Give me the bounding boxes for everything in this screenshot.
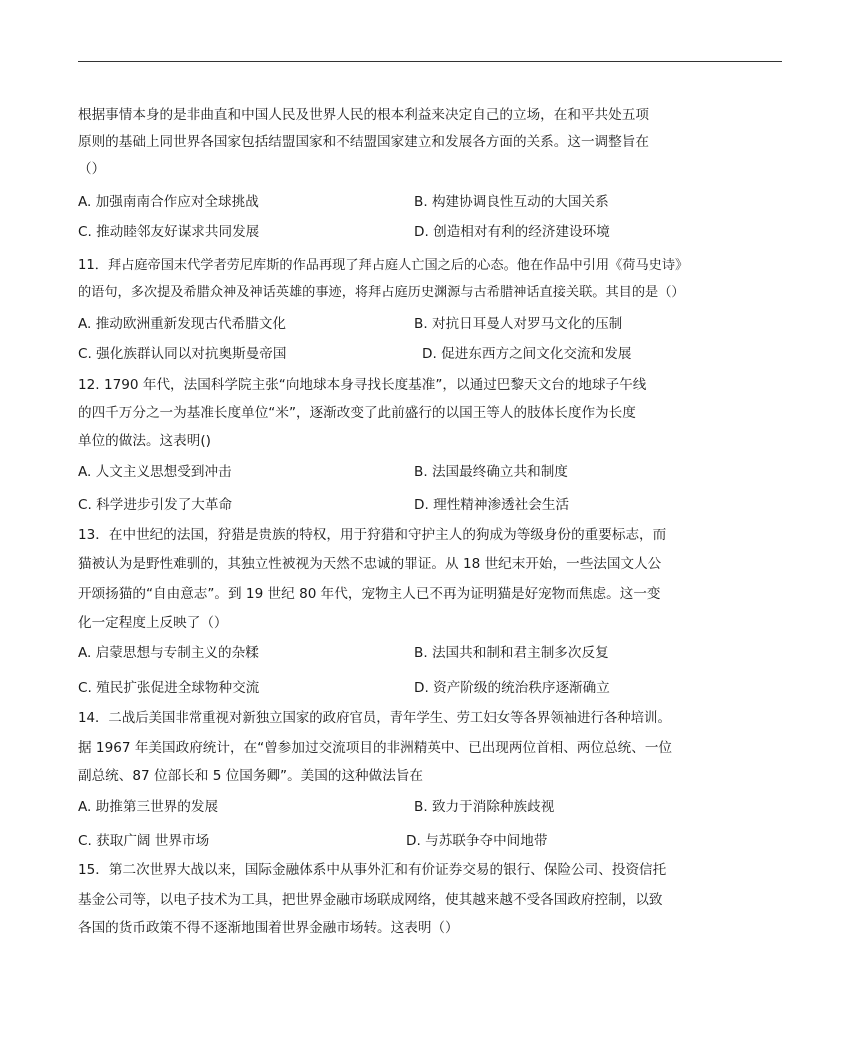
q14-stem-line-2: 据 1967 年美国政府统计，在“曾参加过交流项目的非洲精英中、已出现两位首相、两位总统、一位 bbox=[78, 740, 673, 756]
header-rule bbox=[78, 61, 782, 62]
q11-stem-line-2: 的语句，多次提及希腊众神及神话英雄的事迹，将拜占庭历史渊源与古希腊神话直接关联。其目的是（） bbox=[78, 285, 685, 300]
q12-option-c: C. 科学进步引发了大革命 bbox=[78, 497, 233, 513]
q14-stem-line-1: 14．二战后美国非常重视对新独立国家的政府官员，青年学生、劳工妇女等各界领袖进行各种培训。 bbox=[78, 711, 671, 726]
q13-stem-line-4: 化一定程度上反映了（） bbox=[78, 615, 228, 631]
q15-stem-line-2: 基金公司等，以电子技术为工具，把世界金融市场联成网络，使其越来越不受各国政府控制，以致 bbox=[78, 892, 663, 908]
q15-stem-line-3: 各国的货币政策不得不逐渐地围着世界金融市场转。这表明（） bbox=[78, 920, 459, 936]
q12-option-d: D. 理性精神渗透社会生活 bbox=[414, 497, 570, 513]
q10-stem-line-1: 根据事情本身的是非曲直和中国人民及世界人民的根本利益来决定自己的立场，在和平共处五项 bbox=[78, 107, 649, 123]
q14-option-d: D. 与苏联争夺中间地带 bbox=[406, 833, 548, 849]
q10-stem-line-3: （） bbox=[78, 161, 106, 177]
q11-option-b: B. 对抗日耳曼人对罗马文化的压制 bbox=[414, 316, 623, 332]
q14-option-c: C. 获取广阔 世界市场 bbox=[78, 833, 210, 849]
q13-option-d: D. 资产阶级的统治秩序逐渐确立 bbox=[414, 680, 610, 696]
q10-option-d: D. 创造相对有利的经济建设环境 bbox=[414, 224, 610, 240]
q13-option-a: A. 启蒙思想与专制主义的杂糅 bbox=[78, 645, 259, 661]
q10-option-a: A. 加强南南合作应对全球挑战 bbox=[78, 194, 259, 210]
q13-option-b: B. 法国共和制和君主制多次反复 bbox=[414, 645, 609, 661]
q12-stem-line-1: 12. 1790 年代，法国科学院主张“向地球本身寻找长度基准”，以通过巴黎天文台的地球子午线 bbox=[78, 377, 647, 393]
q15-stem-line-1: 15．第二次世界大战以来，国际金融体系中从事外汇和有价证券交易的银行、保险公司、投资信托 bbox=[78, 862, 667, 878]
q10-option-c: C. 推动睦邻友好谋求共同发展 bbox=[78, 224, 260, 240]
q14-stem-line-3: 副总统、87 位部长和 5 位国务卿”。美国的这种做法旨在 bbox=[78, 768, 424, 784]
q11-stem-line-1: 11．拜占庭帝国末代学者劳尼库斯的作品再现了拜占庭人亡国之后的心态。他在作品中引用《荷马史诗》 bbox=[78, 258, 689, 273]
q11-option-d: D. 促进东西方之间文化交流和发展 bbox=[422, 346, 632, 362]
q10-stem-line-2: 原则的基础上同世界各国家包括结盟国家和不结盟国家建立和发展各方面的关系。这一调整旨在 bbox=[78, 134, 649, 150]
q13-option-c: C. 殖民扩张促进全球物种交流 bbox=[78, 680, 260, 696]
q13-stem-line-1: 13．在中世纪的法国，狩猎是贵族的特权，用于狩猎和守护主人的狗成为等级身份的重要标志，而 bbox=[78, 527, 667, 543]
q11-option-a: A. 推动欧洲重新发现古代希腊文化 bbox=[78, 316, 287, 332]
q10-option-b: B. 构建协调良性互动的大国关系 bbox=[414, 194, 609, 210]
q11-option-c: C. 强化族群认同以对抗奥斯曼帝国 bbox=[78, 346, 287, 362]
q12-stem-line-3: 单位的做法。这表明() bbox=[78, 433, 211, 449]
q13-stem-line-2: 猫被认为是野性难驯的，其独立性被视为天然不忠诚的罪证。从 18 世纪末开始，一些法国文人公 bbox=[78, 556, 662, 572]
q12-option-a: A. 人文主义思想受到冲击 bbox=[78, 464, 232, 480]
q13-stem-line-3: 开颂扬猫的“自由意志”。到 19 世纪 80 年代，宠物主人已不再为证明猫是好宠物而焦虑。这一变 bbox=[78, 586, 661, 602]
q12-stem-line-2: 的四千万分之一为基准长度单位“米”，逐渐改变了此前盛行的以国王等人的肢体长度作为长度 bbox=[78, 405, 636, 421]
q14-option-b: B. 致力于消除种族歧视 bbox=[414, 799, 555, 815]
q12-option-b: B. 法国最终确立共和制度 bbox=[414, 464, 568, 480]
q14-option-a: A. 助推第三世界的发展 bbox=[78, 799, 219, 815]
